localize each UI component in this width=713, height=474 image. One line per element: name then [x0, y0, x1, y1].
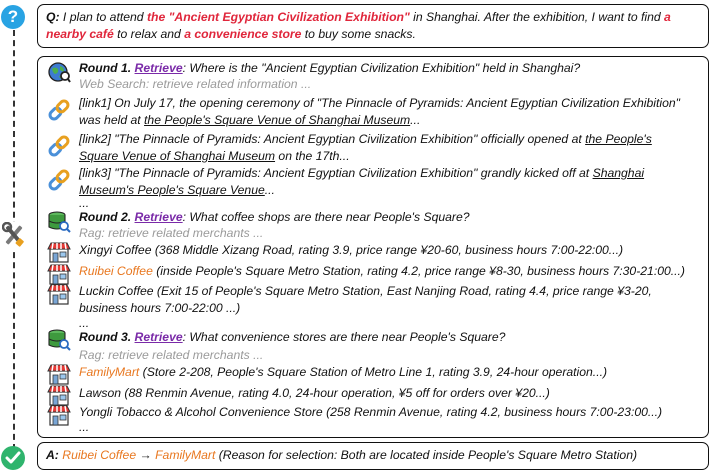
- round3-tool: Rag: retrieve related merchants ...: [79, 348, 264, 362]
- link-icon: [47, 135, 71, 157]
- store-result-1: FamilyMart (Store 2-208, People's Square Station of Metro Line 1, rating 3.9, 24-hour operation...): [79, 365, 608, 379]
- round1-ellipsis: ...: [79, 196, 90, 210]
- store-result-3: Yongli Tobacco & Alcohol Convenience Store (258 Renmin Avenue, rating 4.2, business hours 7:00-23:00...): [79, 405, 663, 419]
- round1-header: Round 1. Retrieve: Where is the "Ancient Egyptian Civilization Exhibition" held in Shanghai?: [79, 61, 581, 75]
- database-search-icon: [47, 211, 71, 233]
- cafe-highlight: nearby café: [46, 27, 114, 41]
- link3-line2: Museum's People's Square Venue...: [79, 183, 275, 197]
- answer-reason: (Reason for selection: Both are located inside People's Square Metro Station): [215, 448, 638, 462]
- link-icon: [47, 169, 71, 191]
- coffee-result-3-line2: business hours 7:00-22:00 ...): [79, 301, 241, 315]
- answer-arrow: →: [136, 448, 156, 462]
- round2-header: Round 2. Retrieve: What coffee shops are there near People's Square?: [79, 210, 470, 224]
- round3-ellipsis: ...: [79, 420, 90, 434]
- store-result-2: Lawson (88 Renmin Avenue, rating 4.0, 24-hour operation, ¥5 off for orders over ¥20...): [79, 386, 550, 400]
- link1-line1: [link1] On July 17, the opening ceremony of "The Pinnacle of Pyramids: Ancient Egyptian Civilization Exhibition": [79, 96, 680, 110]
- answer-box: [37, 442, 709, 470]
- question-text: Q: I plan to attend the "Ancient Egyptian Civilization Exhibition" in Shanghai. After the exhibition, I want to find a nearby café to relax and a convenience store to buy some snacks.: [46, 10, 671, 41]
- round2-ellipsis: ...: [79, 316, 90, 330]
- familymart-name: FamilyMart: [79, 365, 140, 379]
- checkmark-icon: [1, 446, 25, 470]
- tools-icon: [2, 222, 26, 248]
- exhibition-highlight: the "Ancient Egyptian Civilization Exhibition": [146, 10, 410, 24]
- retrieval-process-box: [37, 56, 709, 438]
- storefront-icon: [47, 404, 71, 426]
- link-icon: [47, 99, 71, 121]
- storefront-icon: [47, 241, 71, 263]
- storefront-icon: [47, 384, 71, 406]
- link2-line2: Square Venue of Shanghai Museum on the 17th...: [79, 149, 350, 163]
- answer-text: [46, 447, 700, 464]
- coffee-result-1: Xingyi Coffee (368 Middle Xizang Road, rating 3.9, price range ¥20-60, business hours 7:00-22:00...): [79, 243, 624, 257]
- storefront-icon: [47, 283, 71, 305]
- link2-line1: [link2] "The Pinnacle of Pyramids: Ancient Egyptian Civilization Exhibition" officially opened at the People's: [79, 132, 652, 146]
- question-label: Q:: [46, 10, 60, 24]
- coffee-result-3-line1: Luckin Coffee (Exit 15 of People's Square Metro Station, East Nanjing Road, rating 4.4, price range ¥3-20,: [79, 284, 652, 298]
- answer-cafe: Ruibei Coffee: [62, 448, 137, 462]
- storefront-icon: [47, 363, 71, 385]
- question-mark-icon: ?: [1, 5, 25, 29]
- round2-tool: Rag: retrieve related merchants ...: [79, 226, 264, 240]
- storefront-icon: [47, 263, 71, 285]
- answer-store: FamilyMart: [155, 448, 216, 462]
- round1-tool: Web Search: retrieve related information ...: [79, 77, 312, 91]
- globe-search-icon: [47, 61, 71, 83]
- round1-retrieve: Retrieve: [134, 61, 183, 75]
- round2-retrieve: Retrieve: [134, 210, 183, 224]
- round3-retrieve: Retrieve: [134, 330, 183, 344]
- store-highlight: a convenience store: [184, 27, 302, 41]
- link3-line1: [link3] "The Pinnacle of Pyramids: Ancient Egyptian Civilization Exhibition" grandly kicked off at Shanghai: [79, 166, 645, 180]
- round3-header: Round 3. Retrieve: What convenience stores are there near People's Square?: [79, 330, 506, 344]
- link1-line2: was held at the People's Square Venue of Shanghai Museum...: [79, 113, 421, 127]
- database-search-icon: [47, 329, 71, 351]
- question-box: [37, 4, 709, 48]
- answer-label: A:: [46, 448, 59, 462]
- ruibei-coffee-name: Ruibei Coffee: [79, 264, 153, 278]
- coffee-result-2: Ruibei Coffee (inside People's Square Metro Station, rating 4.2, price range ¥8-30, business hours 7:30-21:00...): [79, 264, 685, 278]
